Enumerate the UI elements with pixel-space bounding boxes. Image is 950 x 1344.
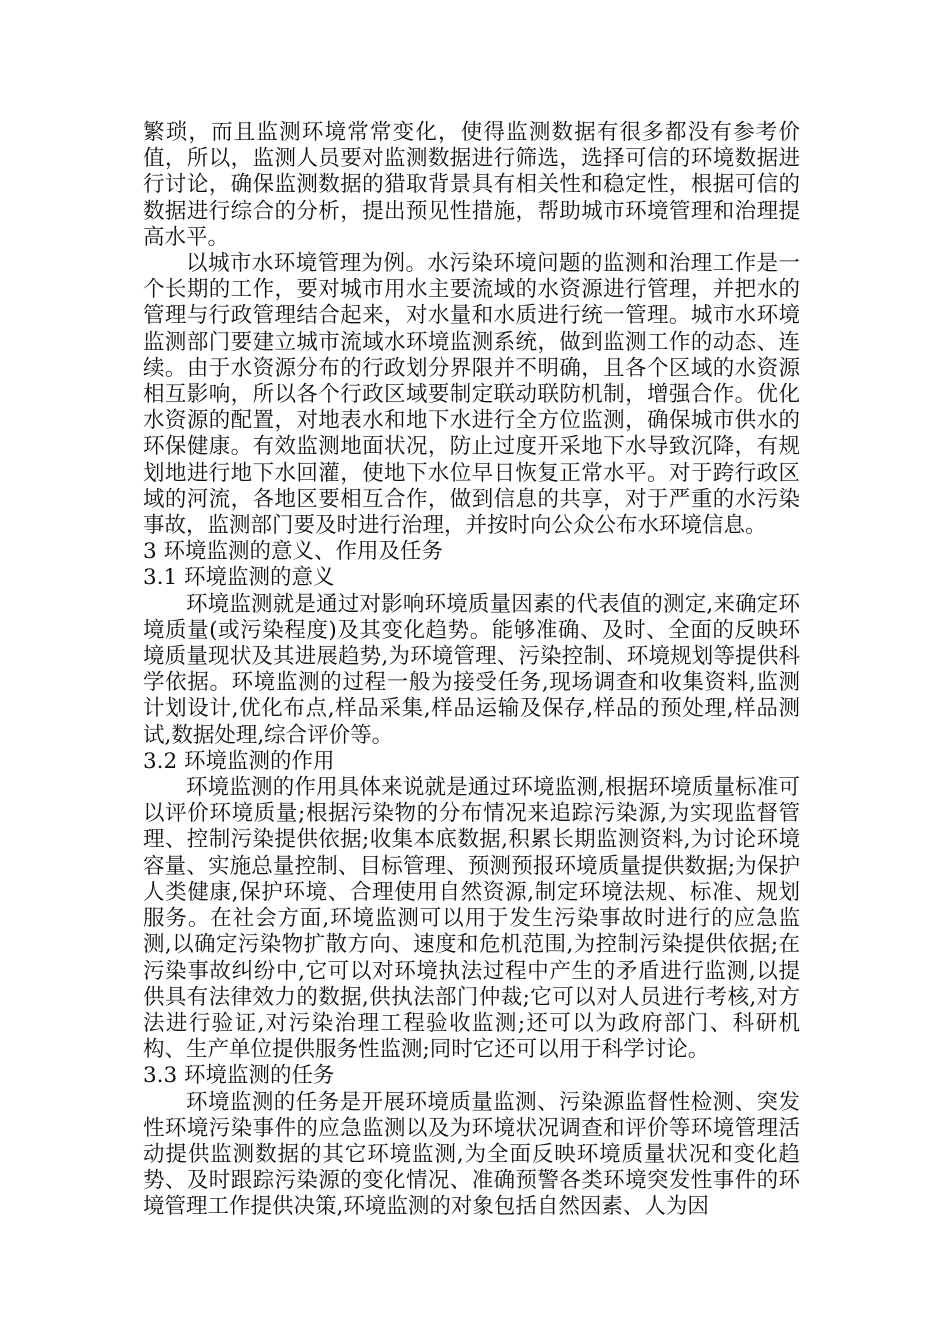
paragraph-role: 环境监测的作用具体来说就是通过环境监测,根据环境质量标准可以评价环境质量;根据污染物的分布情况来追踪污染源,为实现监督管理、控制污染提供依据;收集本底数据,积累长期监测资料,为讨论环境容量、实施总量控制、目标管理、预测预报环境质量提供数据;为保护人类健康,保护环境、合理使用自然资源,制定环境法规、标准、规划服务。在社会方面,环境监测可以用于发生污染事故时进行的应急监测,以确定污染物扩散方向、速度和危机范围,为控制污染提供依据;在污染事故纠纷中,它可以对环境执法过程中产生的矛盾进行监测,以提供具有法律效力的数据,供执法部门仲裁;它可以对人员进行考核,对方法进行验证,对污染治理工程验收监测;还可以为政府部门、科研机构、生产单位提供服务性监测;同时它还可以用于科学讨论。 [143,775,800,1063]
paragraph-continuation: 繁琐，而且监测环境常常变化，使得监测数据有很多都没有参考价值，所以，监测人员要对监测数据进行筛选，选择可信的环境数据进行讨论，确保监测数据的猎取背景具有相关性和稳定性，根据可信的数据进行综合的分析，提出预见性措施，帮助城市环境管理和治理提高水平。 [143,120,800,250]
document-page [143,120,800,1221]
section-heading-3-3: 3.3 环境监测的任务 [143,1063,335,1089]
section-heading-3: 3 环境监测的意义、作用及任务 [143,539,444,565]
paragraph-significance: 环境监测就是通过对影响环境质量因素的代表值的测定,来确定环境质量(或污染程度)及其变化趋势。能够准确、及时、全面的反映环境质量现状及其进展趋势,为环境管理、污染控制、环境规划等提供科学依据。环境监测的过程一般为接受任务,现场调查和收集资料,监测计划设计,优化布点,样品采集,样品运输及保存,样品的预处理,样品测试,数据处理,综合评价等。 [143,591,800,748]
paragraph-tasks: 环境监测的任务是开展环境质量监测、污染源监督性检测、突发性环境污染事件的应急监测以及为环境状况调查和评价等环境管理活动提供监测数据的其它环境监测,为全面反映环境质量状况和变化趋势、及时跟踪污染源的变化情况、准确预警各类环境突发性事件的环境管理工作提供决策,环境监测的对象包括自然因素、人为因 [143,1089,800,1220]
section-heading-3-2: 3.2 环境监测的作用 [143,748,335,774]
paragraph-water-management: 以城市水环境管理为例。水污染环境问题的监测和治理工作是一个长期的工作，要对城市用水主要流域的水资源进行管理，并把水的管理与行政管理结合起来，对水量和水质进行统一管理。城市水环境监测部门要建立城市流域水环境监测系统，做到监测工作的动态、连续。由于水资源分布的行政划分界限并不明确，且各个区域的水资源相互影响，所以各个行政区域要制定联动联防机制，增强合作。优化水资源的配置，对地表水和地下水进行全方位监测，确保城市供水的环保健康。有效监测地面状况，防止过度开采地下水导致沉降，有规划地进行地下水回灌，使地下水位早日恢复正常水平。对于跨行政区域的河流，各地区要相互合作，做到信息的共享，对于严重的水污染事故，监测部门要及时进行治理，并按时向公众公布水环境信息。 [143,251,800,539]
section-heading-3-1: 3.1 环境监测的意义 [143,565,335,591]
